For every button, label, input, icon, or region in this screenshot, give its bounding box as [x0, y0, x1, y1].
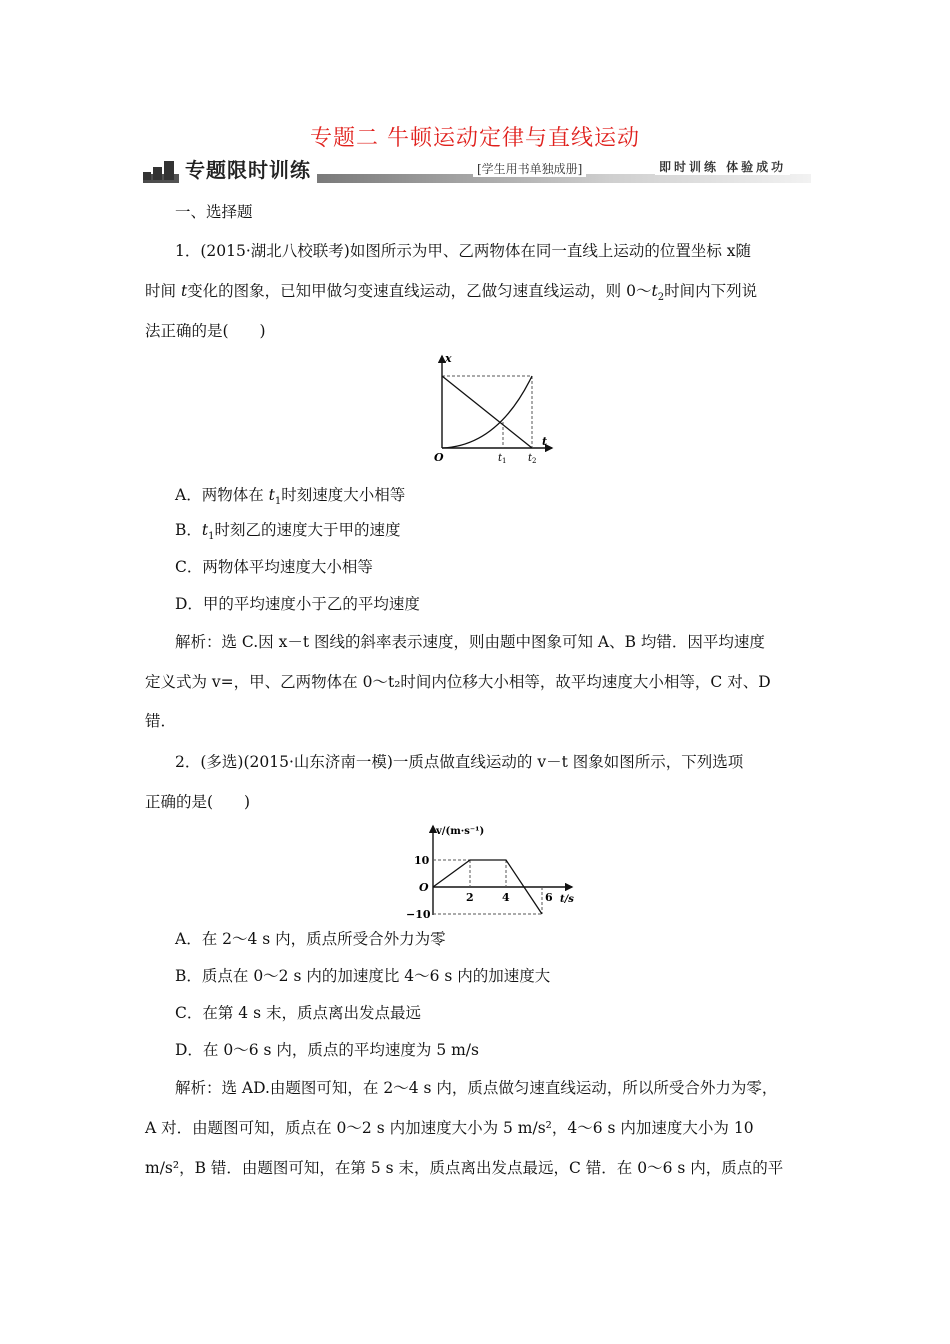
q1-t1-label: $t_1$ [498, 453, 507, 465]
banner-heading: 专题限时训练 [179, 154, 317, 183]
q1-stem-line1: 1．(2015·湖北八校联考)如图所示为甲、乙两物体在同一直线上运动的位置坐标 x随 [175, 242, 751, 260]
q1-option-b: B．$t_1$时刻乙的速度大于甲的速度 [175, 521, 401, 543]
q2-stem-line2: 正确的是( ) [145, 793, 251, 811]
q1-option-d: D．甲的平均速度小于乙的平均速度 [175, 595, 420, 613]
q2-y10-label: 10 [414, 854, 430, 867]
banner-subtitle: [学生用书单独成册] [473, 160, 586, 177]
q2-answer-line3: m/s²，B 错．由题图可知，在第 5 s 末，质点离出发点最远，C 错．在 0～6 s 内，质点的平 [145, 1159, 784, 1177]
q2-stem-line1: 2．(多选)(2015·山东济南一模)一质点做直线运动的 v－t 图象如图所示，下列选项 [175, 753, 744, 771]
q2-vt-graph [400, 820, 590, 920]
q1-y-label: x [445, 352, 452, 365]
q2-answer-line2: A 对．由题图可知，质点在 0～2 s 内加速度大小为 5 m/s²，4～6 s 内加速度大小为 10 [145, 1119, 754, 1137]
q2-origin-label: O [419, 881, 429, 894]
q2-option-d: D．在 0～6 s 内，质点的平均速度为 5 m/s [175, 1041, 479, 1059]
q2-x2-label: 2 [466, 891, 474, 904]
q2-option-a: A．在 2～4 s 内，质点所受合外力为零 [175, 930, 446, 948]
q2-answer-line1: 解析：选 AD.由题图可知，在 2～4 s 内，质点做匀速直线运动，所以所受合外力为零， [175, 1079, 778, 1097]
banner-tagline: 即时训练 体验成功 [655, 158, 790, 175]
q1-stem-line3: 法正确的是( ) [145, 322, 266, 340]
q2-x4-label: 4 [502, 891, 510, 904]
q1-xt-graph [428, 350, 558, 465]
q2-x6-label: 6 [545, 891, 553, 904]
q2-option-b: B．质点在 0～2 s 内的加速度比 4～6 s 内的加速度大 [175, 967, 551, 985]
banner-decoration [143, 158, 175, 180]
section-banner [143, 154, 811, 184]
q1-t2-label: $t_2$ [528, 453, 537, 465]
q1-stem-line2: 时间 t变化的图象，已知甲做匀变速直线运动，乙做匀速直线运动，则 $0\sim t_2$时间内下列说 [145, 282, 758, 304]
q1-x-label: t [542, 435, 548, 448]
q1-answer-line1: 解析：选 C.因 x－t 图线的斜率表示速度，则由题中图象可知 A、B 均错．因平均速度 [175, 633, 765, 651]
section-heading: 一、选择题 [175, 203, 253, 221]
q1-line-yi [442, 376, 532, 448]
q2-x-label: t/s [560, 894, 574, 905]
q2-option-c: C．在第 4 s 末，质点离出发点最远 [175, 1004, 421, 1022]
page-title: 专题二 牛顿运动定律与直线运动 [310, 126, 640, 151]
q1-option-a: A．两物体在 $t_1$时刻速度大小相等 [175, 486, 406, 508]
q2-yneg10-label: −10 [406, 908, 431, 920]
q1-origin-label: O [434, 451, 444, 464]
q1-option-c: C．两物体平均速度大小相等 [175, 558, 373, 576]
q1-answer-line2: 定义式为 v=，甲、乙两物体在 0～t₂时间内位移大小相等，故平均速度大小相等，C 对、D [145, 673, 771, 691]
q1-answer-line3: 错． [145, 712, 177, 730]
q2-y-label: v/(m·s⁻¹) [436, 826, 485, 837]
